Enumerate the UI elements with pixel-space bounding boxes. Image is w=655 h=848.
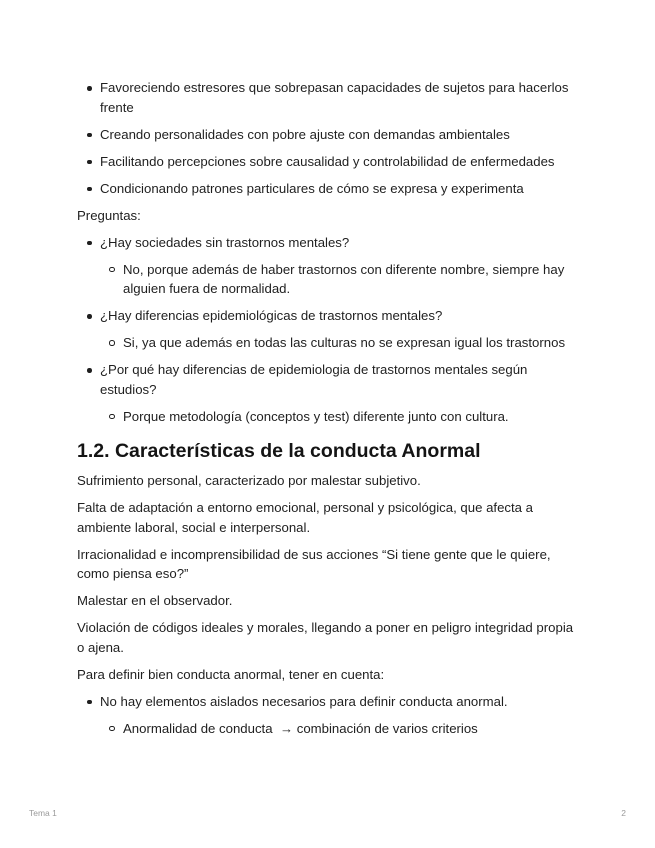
answer-list	[100, 333, 582, 353]
list-item: Creando personalidades con pobre ajuste con demandas ambientales	[77, 125, 582, 145]
paragraph: Para definir bien conducta anormal, tener en cuenta:	[77, 666, 385, 682]
footer-page-number: 2	[621, 808, 626, 818]
questions-list	[77, 233, 582, 427]
preguntas-label: Preguntas:	[77, 207, 141, 223]
list-item: Facilitando percepciones sobre causalidad y controlabilidad de enfermedades	[77, 152, 582, 172]
question-text: ¿Por qué hay diferencias de epidemiologia de trastornos mentales según estudios?	[100, 362, 528, 397]
paragraph: Violación de códigos ideales y morales, llegando a poner en peligro integridad propia o ajena.	[77, 620, 574, 655]
bullet-list-factors	[77, 78, 582, 198]
footer-chapter-label: Tema 1	[29, 808, 57, 818]
question-text: ¿Hay diferencias epidemiológicas de trastornos mentales?	[100, 308, 443, 323]
question-item	[77, 233, 582, 299]
answer-item: No, porque además de haber trastornos con diferente nombre, siempre hay alguien fuera de normalidad.	[100, 260, 582, 299]
answer-item: Porque metodología (conceptos y test) diferente junto con cultura.	[100, 407, 582, 427]
criteria-sublist	[100, 719, 582, 739]
criteria-list	[77, 692, 582, 739]
list-item: Favoreciendo estresores que sobrepasan capacidades de sujetos para hacerlos frente	[77, 78, 582, 117]
question-item	[77, 360, 582, 426]
paragraph: Falta de adaptación a entorno emocional, personal y psicológica, que afecta a ambiente laboral, social e interpersonal.	[77, 500, 533, 535]
criteria-text: No hay elementos aislados necesarios para definir conducta anormal.	[100, 693, 508, 709]
criteria-subitem: Anormalidad de conducta → combinación de varios criterios	[100, 719, 582, 739]
answer-item: Si, ya que además en todas las culturas no se expresan igual los trastornos	[100, 333, 582, 353]
list-item: Condicionando patrones particulares de cómo se expresa y experimenta	[77, 179, 582, 199]
paragraph: Irracionalidad e incomprensibilidad de sus acciones “Si tiene gente que le quiere, como piensa eso?”	[77, 546, 551, 581]
question-text: ¿Hay sociedades sin trastornos mentales?	[100, 234, 350, 250]
section-heading: 1.2. Características de la conducta Anormal	[77, 440, 481, 462]
answer-list	[100, 260, 582, 299]
list-item	[77, 692, 582, 739]
question-item	[77, 306, 582, 353]
paragraph: Sufrimiento personal, caracterizado por malestar subjetivo.	[77, 473, 421, 488]
paragraph: Malestar en el observador.	[77, 593, 233, 608]
page-content	[77, 78, 582, 746]
answer-list	[100, 407, 582, 427]
